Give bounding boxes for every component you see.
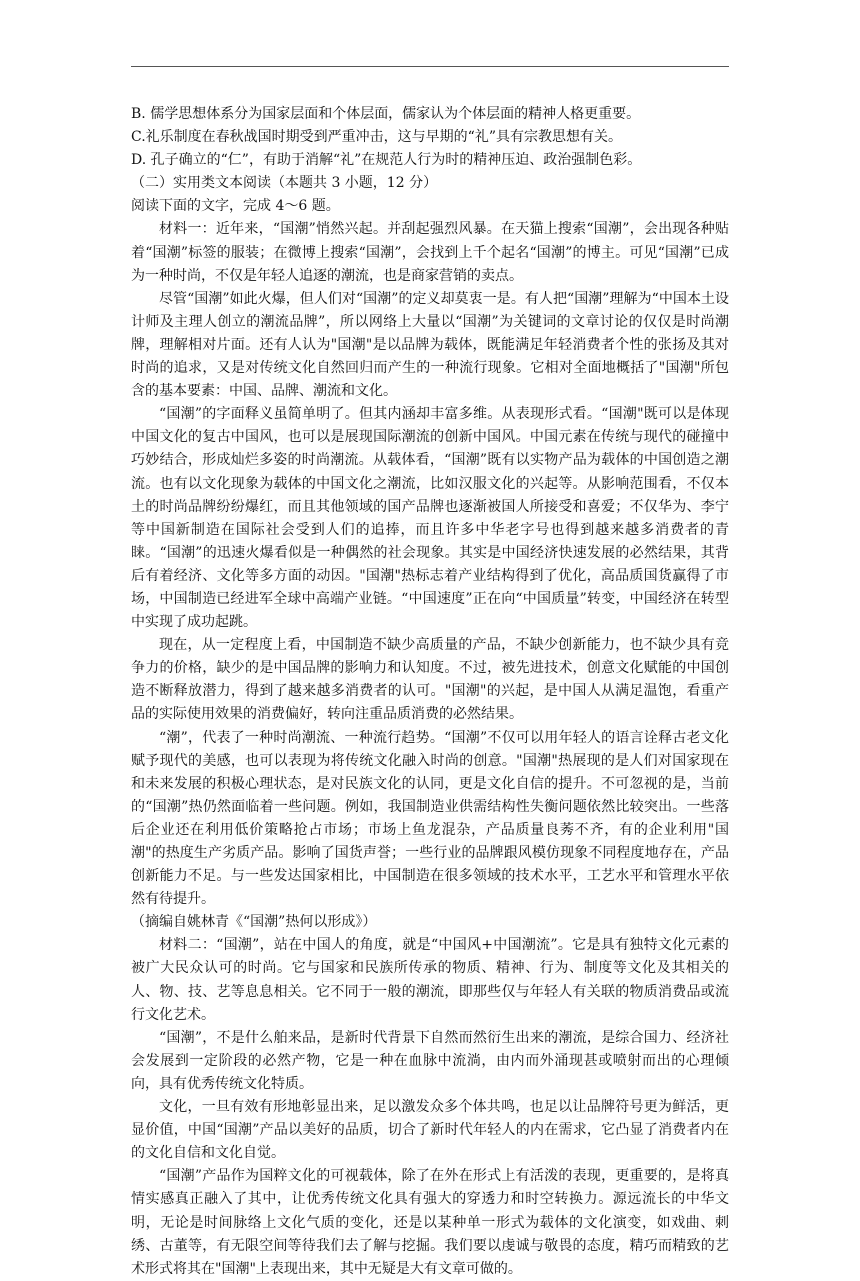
- section-heading: （二）实用类文本阅读（本题共 3 小题，12 分）: [131, 175, 438, 192]
- option-c: C.礼乐制度在春秋战国时期受到严重冲击，这与早期的“礼”具有宗教思想有关。: [131, 129, 622, 146]
- header-rule: [131, 66, 729, 67]
- document-body: [131, 103, 729, 1281]
- source-citation: （摘编自姚林青《“国潮”热何以形成》）: [131, 914, 377, 931]
- material1-paragraph: “潮”，代表了一种时尚潮流、一种流行趋势。“国潮”不仅可以用年轻人的语言诠释古老文化赋予现代的美感，也可以表现为将传统文化融入时尚的创意。"国潮"热展现的是人们对国家现在和未来发展的积极心理状态，是对民族文化的认同，更是文化自信的提升。不可忽视的是，当前的“国潮”热仍然面临着一些问题。例如，我国制造业供需结构性失衡问题依然比较突出。一些落后企业还在利用低价策略抢占市场；市场上鱼龙混杂，产品质量良莠不齐，有的企业利用"国潮"的热度生产劣质产品。影响了国货声誉；一些行业的品牌跟风模仿现象不同程度地存在，产品创新能力不足。与一些发达国家相比，中国制造在很多领域的技术水平，工艺水平和管理水平依然有待提升。: [131, 729, 729, 908]
- option-d: D. 孔子确立的“仁”，有助于消解“礼”在规范人行为时的精神压迫、政治强制色彩。: [131, 152, 642, 169]
- material1-paragraph: “国潮”的字面释义虽简单明了。但其内涵却丰富多维。从表现形式看。“国潮"既可以是体现中国文化的复古中国风，也可以是展现国际潮流的创新中国风。中国元素在传统与现代的碰撞中巧妙结合，形成灿烂多姿的时尚潮流。从载体看，“国潮”既有以实物产品为载体的中国创造之潮流。也有以文化现象为载体的中国文化之潮流，比如汉服文化的兴起等。从影响范围看，不仅本土的时尚品牌纷纷爆红，而且其他领域的国产品牌也逐渐被国人所接受和喜爱；不仅华为、李宁等中国新制造在国际社会受到人们的追捧，而且许多中华老字号也得到越来越多消费者的青睐。“国潮”的迅速火爆看似是一种偶然的社会现象。其实是中国经济快速发展的必然结果，其背后有着经济、文化等多方面的动因。"国潮"热标志着产业结构得到了优化，高品质国货赢得了市场，中国制造已经进军全球中高端产业链。“中国速度”正在向“中国质量”转变，中国经济在转型中实现了成功起跳。: [131, 406, 729, 631]
- material2-paragraph: 文化，一旦有效有形地彰显出来，足以激发众多个体共鸣，也足以让品牌符号更为鲜活，更显价值，中国“国潮”产品以美好的品质，切合了新时代年轻人的内在需求，它凸显了消费者内在的文化自信和文化自觉。: [131, 1099, 729, 1162]
- material2-paragraph: “国潮”，不是什么舶来品，是新时代背景下自然而然衍生出来的潮流，是综合国力、经济社会发展到一定阶段的必然产物，它是一种在血脉中流淌，由内而外涌现甚或喷射而出的心理倾向，具有优秀传统文化特质。: [131, 1029, 729, 1092]
- material1-paragraph: 材料一：近年来，“国潮”悄然兴起。并刮起强烈风暴。在天猫上搜索“国潮”，会出现各种贴着“国潮”标签的服装；在微博上搜索“国潮”，会找到上千个起名“国潮”的博主。可见“国潮”已成为一种时尚，不仅是年轻人追逐的潮流，也是商家营销的卖点。: [131, 221, 729, 284]
- material2-paragraph: “国潮”产品作为国粹文化的可视载体，除了在外在形式上有活泼的表现，更重要的，是将真情实感真正融入了其中，让优秀传统文化具有强大的穿透力和时空转换力。源远流长的中华文明，无论是时间脉络上文化气质的变化，还是以某种单一形式为载体的文化演变，如戏曲、刺绣、古董等，有无限空间等待我们去了解与挖掘。我们要以虔诚与敬畏的态度，精巧而精致的艺术形式将其在"国潮"上表现出来，其中无疑是大有文章可做的。: [131, 1168, 729, 1277]
- option-b: B. 儒学思想体系分为国家层面和个体层面，儒家认为个体层面的精神人格更重要。: [131, 106, 641, 122]
- material2-paragraph: 材料二：“国潮”，站在中国人的角度，就是“中国风+中国潮流”。它是具有独特文化元素的被广大民众认可的时尚。它与国家和民族所传承的物质、精神、行为、制度等文化及其相关的人、物、技、艺等息息相关。它不同于一般的潮流，即那些仅与年轻人有关联的物质消费品或流行文化艺术。: [131, 937, 729, 1023]
- instruction: 阅读下面的文字，完成 4～6 题。: [131, 198, 340, 215]
- material1-paragraph: 尽管“国潮”如此火爆，但人们对“国潮”的定义却莫衷一是。有人把“国潮”理解为“中国本土设计师及主理人创立的潮流品牌”，所以网络上大量以“国潮”为关键词的文章讨论的仅仅是时尚潮牌，理解相对片面。还有人认为"国潮"是以品牌为载体，既能满足年轻消费者个性的张扬及其对时尚的追求，又是对传统文化自然回归而产生的一种流行现象。它相对全面地概括了"国潮"所包含的基本要素：中国、品牌、潮流和文化。: [131, 290, 729, 400]
- material1-paragraph: 现在，从一定程度上看，中国制造不缺少高质量的产品，不缺少创新能力，也不缺少具有竞争力的价格，缺少的是中国品牌的影响力和认知度。不过，被先进技术，创意文化赋能的中国创造不断释放潜力，得到了越来越多消费者的认可。"国潮"的兴起，是中国人从满足温饱，看重产品的实际使用效果的消费偏好，转向注重品质消费的必然结果。: [131, 637, 729, 723]
